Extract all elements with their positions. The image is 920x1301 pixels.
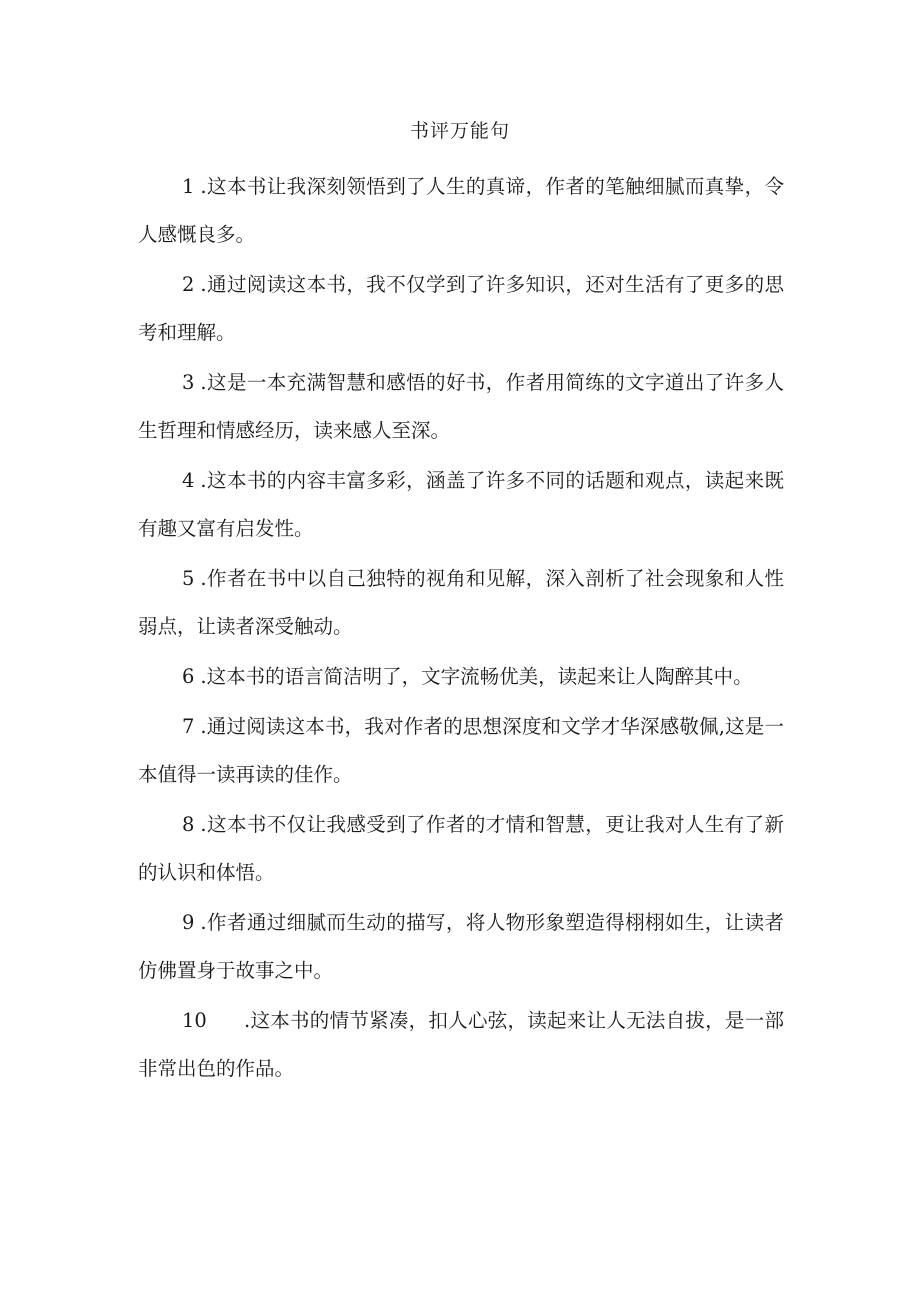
item-text: .作者在书中以自己独特的视角和见解，深入剖析了社会现象和人性弱点，让读者深受触动。 xyxy=(138,567,784,638)
item-text: .这本书的情节紧凑，扣人心弦，读起来让人无法自拔，是一部非常出色的作品。 xyxy=(138,1009,784,1080)
item-number: 7 xyxy=(182,715,195,738)
list-item xyxy=(138,899,784,995)
list-item xyxy=(138,703,784,799)
page-title: 书评万能句 xyxy=(409,120,510,142)
list-item xyxy=(138,359,784,455)
item-number: 3 xyxy=(182,371,195,394)
list-item xyxy=(138,555,784,651)
item-number: 5 xyxy=(182,567,195,590)
item-text: .这本书的语言简洁明了，文字流畅优美，读起来让人陶醉其中。 xyxy=(200,665,753,688)
item-text: .作者通过细腻而生动的描写，将人物形象塑造得栩栩如生，让读者仿佛置身于故事之中。 xyxy=(138,911,784,982)
item-number: 4 xyxy=(182,469,195,492)
item-number: 8 xyxy=(182,813,195,836)
list-item xyxy=(138,163,784,259)
item-number: 1 xyxy=(182,175,195,198)
item-text: .通过阅读这本书，我不仅学到了许多知识，还对生活有了更多的思考和理解。 xyxy=(138,273,784,344)
item-text: .这本书不仅让我感受到了作者的才情和智慧，更让我对人生有了新的认识和体悟。 xyxy=(138,813,784,884)
list-item xyxy=(138,261,784,357)
item-number: 9 xyxy=(182,911,195,934)
list-item xyxy=(138,457,784,553)
list-item xyxy=(138,653,784,701)
list-item xyxy=(138,997,784,1093)
list-item xyxy=(138,801,784,897)
item-number: 10 xyxy=(182,1009,207,1032)
item-text: .这是一本充满智慧和感悟的好书，作者用简练的文字道出了许多人生哲理和情感经历，读来感人至深。 xyxy=(138,371,784,442)
item-number: 6 xyxy=(182,665,195,688)
item-text: .通过阅读这本书，我对作者的思想深度和文学才华深感敬佩,这是一本值得一读再读的佳作。 xyxy=(138,715,784,786)
item-number: 2 xyxy=(182,273,195,296)
sentence-list xyxy=(138,163,784,1095)
item-text: .这本书的内容丰富多彩，涵盖了许多不同的话题和观点，读起来既有趣又富有启发性。 xyxy=(138,469,784,540)
item-text: .这本书让我深刻领悟到了人生的真谛，作者的笔触细腻而真挚，令人感慨良多。 xyxy=(138,175,784,246)
